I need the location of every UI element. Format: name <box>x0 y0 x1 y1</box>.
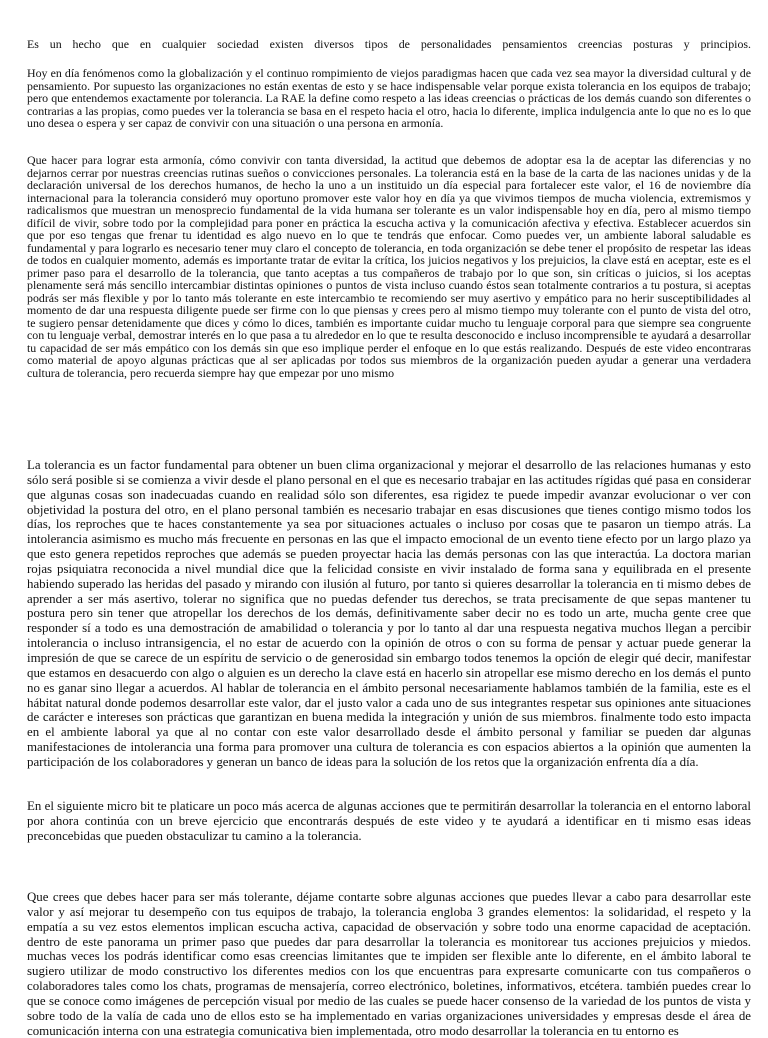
paragraph: En el siguiente micro bit te platicare un poco más acerca de algunas acciones que te permitirán desarrollar la tolerancia en el entorno laboral por ahora continúa con un breve ejercicio que encontrarás después de este video y te ayudará a identificar en ti mismo esas ideas preconcebidas que pueden obstaculizar tu camino a la tolerancia. <box>27 799 751 843</box>
paragraph: Que crees que debes hacer para ser más tolerante, déjame contarte sobre algunas acciones que puedes llevar a cabo para desarrollar este valor y así mejorar tu desempeño con tus equipos de trabajo, la tolerancia engloba 3 grandes elementos: la solidaridad, el respeto y la empatía a su vez estos elementos implican escucha activa, capacidad de observación y sobre todo una enorme capacidad de aceptación. dentro de este panorama un primer paso que puedes dar para desarrollar la tolerancia es monitorear tus acciones prejuicios y miedos. muchas veces los podrás identificar como esas creencias limitantes que te impiden ser flexible ante lo diferente, en el ámbito laboral te sugiero utilizar de modo constructivo los diferentes medios con los que encuentras para expresarte comunicarte con tus compañeros o colaboradores tales como los chats, programas de mensajería, correo electrónico, boletines, informativos, etcétera. también puedes crear lo que se conoce como imágenes de percepción visual por medio de las cuales se puede hacer consenso de la variedad de los puntos de vista y sobre todo de la valía de cada uno de ellos esto se ha implementado en varias organizaciones universidades y empresas desde el área de comunicación interna con una estrategia comunicativa bien implementada, otro modo desarrollar la tolerancia en tu entorno es <box>27 890 751 1038</box>
paragraph: Es un hecho que en cualquier sociedad existen diversos tipos de personalidades pensamientos creencias posturas y principios. <box>27 37 751 51</box>
paragraph: Que hacer para lograr esta armonía, cómo convivir con tanta diversidad, la actitud que debemos de adoptar esa la de aceptar las diferencias y no dejarnos cerrar por nuestras creencias rutinas sueños o convicciones personales. La tolerancia está en la base de la carta de las naciones unidas y de la declaración universal de los derechos humanos, de hecho la uno a un instituido un día especial para fortalecer este valor, el 16 de noviembre día internacional para la tolerancia consideró muy oportuno promover este valor hoy en día ya que vivimos tiempos de mucha violencia, extremismos y radicalismos que muestran un menosprecio fundamental de la vida humana ser tolerante es un valor indispensable hoy en día, pero al mismo tiempo difícil de vivir, sobre todo por la complejidad para poner en práctica la escucha activa y la comunicación afectiva y efectiva. Establecer acuerdos sin que por eso tengas que frenar tu identidad es algo nuevo en lo que te tendrás que enfocar. Como puedes ver, un ambiente laboral saludable es fundamental y para lograrlo es necesario tener muy claro el concepto de tolerancia, en toda organización se debe tener el propósito de respetar las ideas de todos en cualquier momento, además es importante tratar de evitar la crítica, los juicios negativos y los prejuicios, la clave está en aceptar, este es el primer paso para el desarrollo de la tolerancia, que tanto aceptas a tus compañeros de trabajo por lo que son, sin críticas o juicios, si los aceptas plenamente será más sencillo intercambiar distintas opiniones o puntos de vista incluso cuando éstos sean totalmente contrarios a tu postura, si aceptas podrás ser más flexible y por lo tanto más tolerante en este intercambio te recomiendo ser muy asertivo y empático para no herir susceptibilidades al momento de dar una respuesta diligente puede ser firme con lo que piensas y crees pero al mismo tiempo muy tolerante con el punto de vista del otro, te sugiero pensar detenidamente que dices y cómo lo dices, también es importante cuidar mucho tu lenguaje corporal para que siempre sea congruente con tu lenguaje verbal, demostrar interés en lo que pasa a tu alrededor en lo que te resulta desconocido e incluso incomprensible te ayudará a desarrollar tu capacidad de ser más empático con los demás sin que eso implique perder el enfoque en lo que estás realizando. Después de este video encontraras como material de apoyo algunas prácticas que al ser aplicadas por todos sus miembros de la organización pueden ayudar a generar una verdadera cultura de tolerancia, pero recuerda siempre hay que empezar por uno mismo <box>27 153 751 380</box>
paragraph: La tolerancia es un factor fundamental para obtener un buen clima organizacional y mejorar el desarrollo de las relaciones humanas y esto sólo será posible si se comienza a vivir desde el plano personal en el que es necesario trabajar en las actitudes rígidas qué pasa en considerar que algunas cosas son inadecuadas cuando en realidad sólo son diferentes, esa rigidez te puede impedir avanzar evolucionar o ver con objetividad la postura del otro, en el plano personal también es necesario trabajar en esas discusiones que tienes contigo mismo todos los días, los reproches que te haces constantemente ya sea por situaciones actuales o incluso por cosas que te pasaron un tiempo atrás. La intolerancia asimismo es mucho más frecuente en personas en las que el impacto emocional de un evento tiene efecto por un largo plazo ya que esto genera repetidos reproches que además se pueden proyectar hacia las demás personas con las que interactúa. La doctora marian rojas psiquiatra reconocida a nivel mundial dice que la felicidad consiste en vivir instalado de forma sana y equilibrada en el presente habiendo superado las heridas del pasado y mirando con ilusión al futuro, por tanto si quieres desarrollar la tolerancia en ti mismo debes de aprender a ser más asertivo, tolerar no significa que no puedas defender tus derechos, se trata precisamente de que sepas mantener tu postura pero sin tener que atropellar los derechos de los demás, definitivamente saber decir no es todo un arte, mucha gente cree que responder sí a todo es una demostración de amabilidad o tolerancia y por lo tanto al dar una respuesta negativa muchos llegan a percibir intolerancia o incluso intransigencia, el no estar de acuerdo con la opinión de otros o con su forma de pensar y actuar puede generar la impresión de que se carece de un espíritu de servicio o de generosidad sin embargo todos tenemos la opción de elegir qué decir, manifestar que estamos en desacuerdo con algo o alguien es un derecho la clave está en hacerlo sin atropellar ese mismo derecho en los demás el punto no es ganar sino llegar a acuerdos. Al hablar de tolerancia en el ámbito personal necesariamente hablamos también de la familia, este es el hábitat natural donde podemos desarrollar este valor, dar el justo valor a cada uno de sus integrantes respetar sus opiniones ante situaciones de carácter e intereses son prácticas que garantizan en buena medida la integración y unión de sus miembros. finalmente todo esto impacta en el ambiente laboral ya que al no contar con este valor desarrollado desde el ámbito personal y familiar se pueden dar algunas manifestaciones de intolerancia una forma para promover una cultura de tolerancia es con espacios abiertos a la opinión que aumenten la participación de los colaboradores y generan un banco de ideas para la solución de los retos que la organización enfrenta día a día. <box>27 458 751 769</box>
paragraph: Hoy en día fenómenos como la globalización y el continuo rompimiento de viejos paradigmas hacen que cada vez sea mayor la diversidad cultural y de pensamiento. Por supuesto las organizaciones no están exentas de esto y se hace indispensable velar porque exista tolerancia en los equipos de trabajo; pero que entendemos exactamente por tolerancia. La RAE la define como respeto a las ideas creencias o prácticas de los demás cuando son diferentes o contrarias a las propias, como puedes ver la tolerancia se basa en el respeto hacia el otro, hacia lo diferente, implica indulgencia ante lo que no es lo que uno desea o espera y ser capaz de convivir con una situación o una persona en armonía. <box>27 66 751 130</box>
document-page <box>27 0 751 1038</box>
